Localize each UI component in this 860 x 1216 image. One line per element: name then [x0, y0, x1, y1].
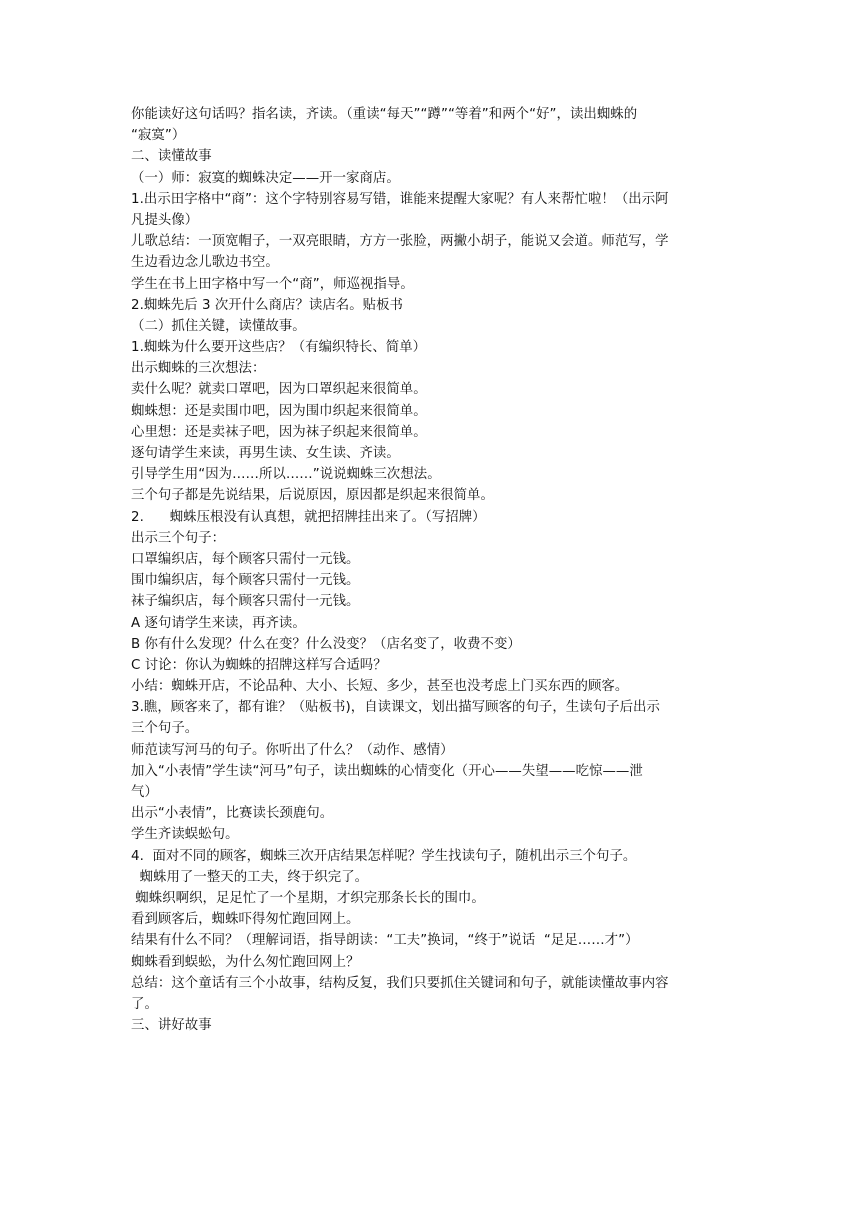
text-line: 蜘蛛用了一整天的工夫，终于织完了。: [131, 869, 369, 885]
text-line: 小结：蜘蛛开店，不论品种、大小、长短、多少，甚至也没考虑上门买东西的顾客。: [131, 679, 629, 695]
text-line: 了。: [131, 996, 158, 1012]
text-line: 蜘蛛看到蜈蚣，为什么匆忙跑回网上？: [131, 954, 360, 970]
document-body: [131, 104, 731, 1036]
text-line: 卖什么呢？就卖口罩吧，因为口罩织起来很简单。: [131, 382, 427, 398]
text-line: 1.出示田字格中“商”：这个字特别容易写错，谁能来提醒大家呢？有人来帮忙啦！（出示阿: [131, 191, 669, 207]
text-line: 4. 面对不同的顾客，蜘蛛三次开店结果怎样呢？学生找读句子，随机出示三个句子。: [131, 848, 637, 864]
text-line: 口罩编织店，每个顾客只需付一元钱。: [131, 551, 360, 567]
text-line: 二、读懂故事: [131, 149, 212, 165]
text-line: （一）师：寂寞的蜘蛛决定——开一家商店。: [131, 170, 400, 186]
text-line: 心里想：还是卖袜子吧，因为袜子织起来很简单。: [131, 424, 427, 440]
text-line: 三个句子。: [131, 721, 199, 737]
text-line: 学生在书上田字格中写一个“商”，师巡视指导。: [131, 276, 414, 292]
text-line: 你能读好这句话吗？指名读，齐读。（重读“每天”“蹲”“等着”和两个“好”，读出蜘蛛的: [131, 107, 638, 122]
text-line: 引导学生用“因为……所以……”说说蜘蛛三次想法。: [131, 467, 441, 483]
text-line: 出示“小表情”，比赛读长颈鹿句。: [131, 806, 334, 822]
text-line: 出示三个句子：: [131, 530, 226, 546]
text-line: 学生齐读蜈蚣句。: [131, 827, 239, 843]
text-line: 看到顾客后，蜘蛛吓得匆忙跑回网上。: [131, 912, 360, 928]
text-line: 2.蜘蛛先后 3 次开什么商店？读店名。贴板书: [131, 297, 403, 313]
text-line: 围巾编织店，每个顾客只需付一元钱。: [131, 573, 360, 589]
text-line: 生边看边念儿歌边书空。: [131, 255, 279, 271]
text-line: 蜘蛛想：还是卖围巾吧，因为围巾织起来很简单。: [131, 403, 427, 419]
text-line: 结果有什么不同？（理解词语，指导朗读：“工夫”换词，“终于”说话 “足足……才”）: [131, 933, 639, 949]
text-line: 三、讲好故事: [131, 1018, 212, 1034]
text-line: 3.瞧，顾客来了，都有谁？（贴板书)，自读课文，划出描写顾客的句子，生读句子后出示: [131, 700, 660, 716]
text-line: 袜子编织店，每个顾客只需付一元钱。: [131, 594, 360, 610]
text-line: 加入“小表情”学生读“河马”句子，读出蜘蛛的心情变化（开心——失望——吃惊——泄: [131, 763, 643, 779]
text-line: 出示蜘蛛的三次想法：: [131, 361, 266, 377]
text-line: 儿歌总结：一顶宽帽子，一双亮眼睛，方方一张脸，两撇小胡子，能说又会道。师范写，学: [131, 234, 669, 250]
text-line: 师范读写河马的句子。你听出了什么？（动作、感情）: [131, 742, 454, 758]
text-line: B 你有什么发现？什么在变？什么没变？（店名变了，收费不变）: [131, 636, 521, 652]
text-line: 蜘蛛织啊织，足足忙了一个星期，才织完那条长长的围巾。: [131, 890, 485, 906]
text-line: 总结：这个童话有三个小故事，结构反复，我们只要抓住关键词和句子，就能读懂故事内容: [131, 975, 669, 991]
text-line: 逐句请学生来读，再男生读、女生读、齐读。: [131, 446, 400, 461]
text-line: （二）抓住关键，读懂故事。: [131, 318, 306, 334]
text-line: “寂寞”）: [131, 128, 186, 144]
text-line: 凡提头像）: [131, 212, 199, 228]
text-line: C 讨论：你认为蜘蛛的招牌这样写合适吗？: [131, 657, 387, 673]
text-line: A 逐句请学生来读，再齐读。: [131, 615, 306, 631]
text-line: 三个句子都是先说结果，后说原因，原因都是织起来很简单。: [131, 488, 494, 504]
text-line: 2. 蜘蛛压根没有认真想，就把招牌挂出来了。（写招牌）: [131, 509, 486, 525]
text-line: 1.蜘蛛为什么要开这些店？（有编织特长、简单）: [131, 340, 427, 356]
text-line: 气）: [131, 785, 158, 800]
